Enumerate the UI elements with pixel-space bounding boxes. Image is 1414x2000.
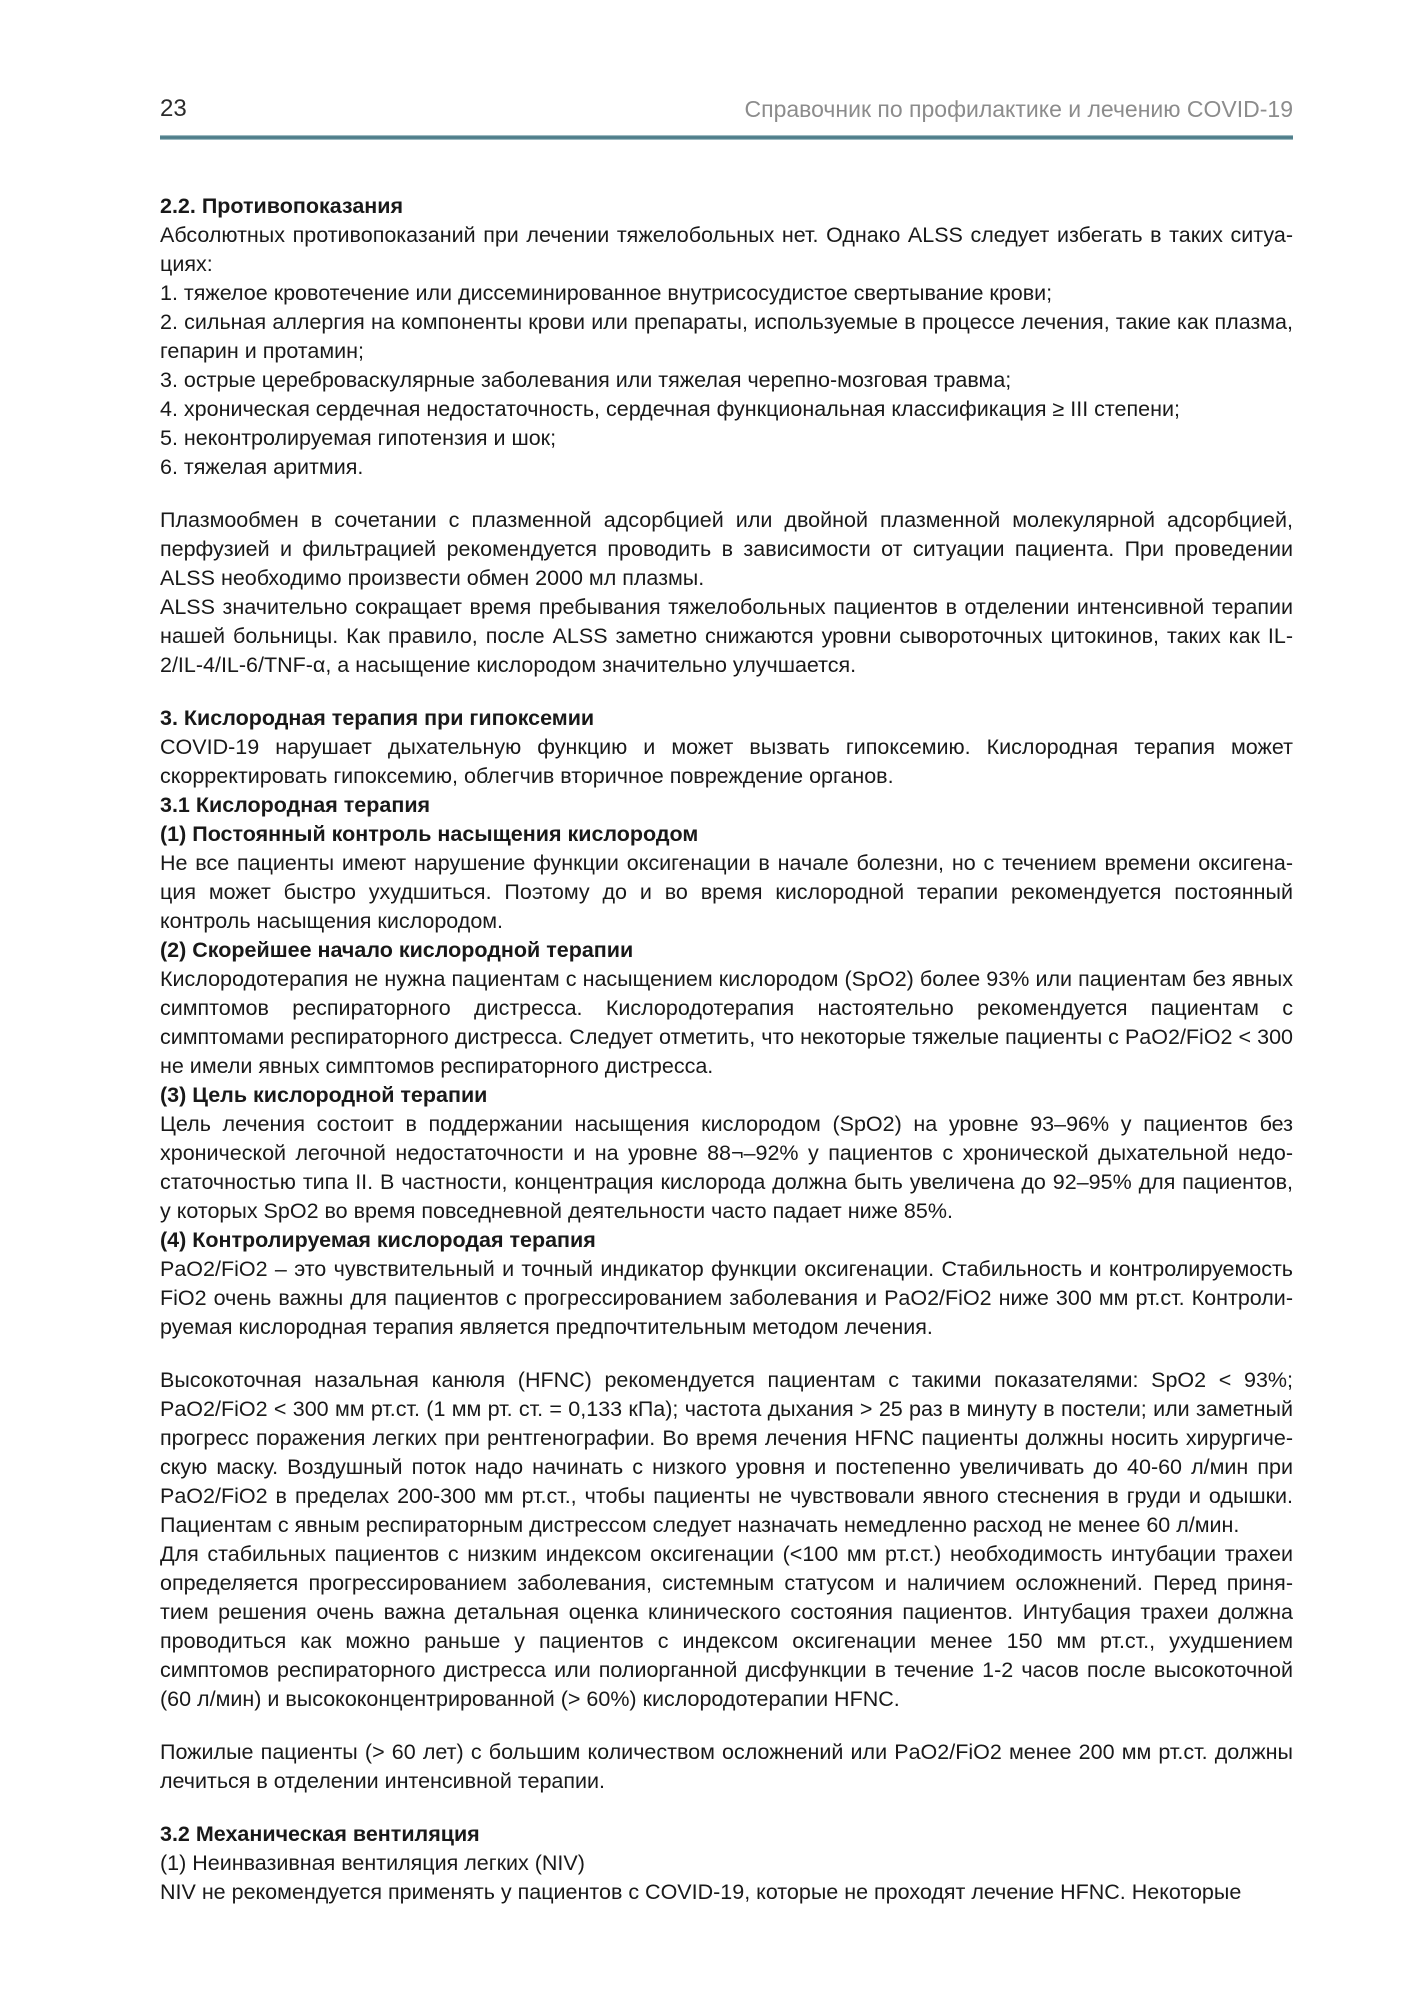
page-number: 23 [160,95,187,122]
paragraph: Для стабильных пациентов с низким индексом оксигенации (<100 мм рт.ст.) необходимость интубации трахеи определяется прогрессированием заболевания, системным статусом и наличием осложнений. Перед принятием решения очень важна детальная оценка клинического состояния пациентов. Интубация трахеи должна проводиться как можно раньше у пациентов с индексом оксигенации менее 150 мм рт.ст., ухудшением симптомов респираторного дистресса или полиорганной дисфункции в течение 1-2 часов после высокоточной (60 л/мин) и высококонцентрированной (> 60%) кислородотерапии HFNC. [160,1542,1293,1711]
paragraph: Пожилые пациенты (> 60 лет) с большим количеством осложнений или PaO2/FiO2 менее 200 мм рт.ст. должны лечиться в отделении интенсивной терапии. [160,1740,1293,1793]
section-heading: 2.2. Противопоказания [160,194,404,218]
section-heading: (4) Контролируемая кислородая терапия [160,1228,596,1252]
paragraph: Плазмообмен в сочетании с плазменной адсорбцией или двойной плазменной молекулярной адсорбцией, перфузией и фильтрацией рекомендуется проводить в зависимости от ситуации пациента. При проведении ALSS необходимо произвести обмен 2000 мл плазмы. [160,508,1293,590]
paragraph: Абсолютных противопоказаний при лечении тяжелобольных нет. Однако ALSS следует избегать в таких ситуациях: [160,223,1293,276]
paragraph-spacer [160,482,1293,506]
section-heading: (1) Постоянный контроль насыщения кислородом [160,822,699,846]
paragraph: PaO2/FiO2 – это чувствительный и точный индикатор функции оксигенации. Стабильность и контролируемость FiO2 очень важны для пациентов с прогрессированием заболевания и PaO2/FiO2 ниже 300 мм рт.ст. Контролируемая кислородная терапия является предпочтительным методом лечения. [160,1257,1293,1339]
section-heading: 3. Кислородная терапия при гипоксемии [160,706,595,730]
document-body [160,192,1293,1907]
paragraph-spacer [160,680,1293,704]
paragraph: Высокоточная назальная канюля (HFNC) рекомендуется пациентам с такими показателями: SpO2 < 93%; PaO2/FiO2 < 300 мм рт.ст. (1 мм рт. ст. = 0,133 кПа); частота дыхания > 25 раз в минуту в постели; или заметный прогресс поражения легких при рентгенографии. Во время лечения HFNC пациенты должны носить хирургическую маску. Воздушный поток надо начинать с низкого уровня и постепенно увеличивать до 40-60 л/мин при PaO2/FiO2 в пределах 200-300 мм рт.ст., чтобы пациенты не чувствовали явного стеснения в груди и одышки. Пациентам с явным респираторным дистрессом следует назначать немедленно расход не менее 60 л/мин. [160,1368,1293,1537]
paragraph: NIV не рекомендуется применять у пациентов с COVID-19, которые не проходят лечение HFNC. Некоторые [160,1880,1242,1904]
paragraph: ALSS значительно сокращает время пребывания тяжелобольных пациентов в отделении интенсивной терапии нашей больницы. Как правило, после ALSS заметно снижаются уровни сывороточных цитокинов, таких как IL-2/IL-4/IL-6/TNF-α, а насыщение кислородом значительно улучшается. [160,595,1293,677]
section-heading: (2) Скорейшее начало кислородной терапии [160,938,634,962]
header-rule [160,135,1293,140]
paragraph: 2. сильная аллергия на компоненты крови или препараты, используемые в процессе лечения, такие как плазма, гепарин и протамин; [160,310,1293,363]
paragraph-spacer [160,1796,1293,1820]
paragraph: 3. острые цереброваскулярные заболевания или тяжелая черепно-мозговая травма; [160,368,1012,392]
paragraph-spacer [160,1714,1293,1738]
page-header [160,94,1293,124]
paragraph: Цель лечения состоит в поддержании насыщения кислородом (SpO2) на уровне 93–96% у пациентов без хронической легочной недостаточности и на уровне 88¬–92% у пациентов с хронической дыхательной недостаточностью типа II. В частности, концентрация кислорода должна быть увеличена до 92–95% для пациентов, у которых SpO2 во время повседневной деятельности часто падает ниже 85%. [160,1112,1293,1223]
paragraph: COVID-19 нарушает дыхательную функцию и может вызвать гипоксемию. Кислородная терапия может скорректировать гипоксемию, облегчив вторичное повреждение органов. [160,735,1293,788]
paragraph: Не все пациенты имеют нарушение функции оксигенации в начале болезни, но с течением времени оксигенация может быстро ухудшиться. Поэтому до и во время кислородной терапии рекомендуется постоянный контроль насыщения кислородом. [160,851,1293,933]
paragraph: 6. тяжелая аритмия. [160,455,364,479]
section-heading: 3.2 Механическая вентиляция [160,1822,480,1846]
header-title: Справочник по профилактике и лечению COVID-19 [744,96,1293,122]
paragraph-spacer [160,1342,1293,1366]
paragraph: 5. неконтролируемая гипотензия и шок; [160,426,557,450]
paragraph: (1) Неинвазивная вентиляция легких (NIV) [160,1851,585,1875]
section-heading: 3.1 Кислородная терапия [160,793,431,817]
section-heading: (3) Цель кислородной терапии [160,1083,488,1107]
paragraph: 4. хроническая сердечная недостаточность, сердечная функциональная классификация ≥ III степени; [160,397,1180,421]
paragraph: Кислородотерапия не нужна пациентам с насыщением кислородом (SpO2) более 93% или пациентам без явных симптомов респираторного дистресса. Кислородотерапия настоятельно рекомендуется пациентам с симптомами респираторного дистресса. Следует отметить, что некоторые тяжелые пациенты с PaO2/FiO2 < 300 не имели явных симптомов респираторного дистресса. [160,967,1293,1078]
paragraph: 1. тяжелое кровотечение или диссеминированное внутрисосудистое свертывание крови; [160,281,1053,305]
